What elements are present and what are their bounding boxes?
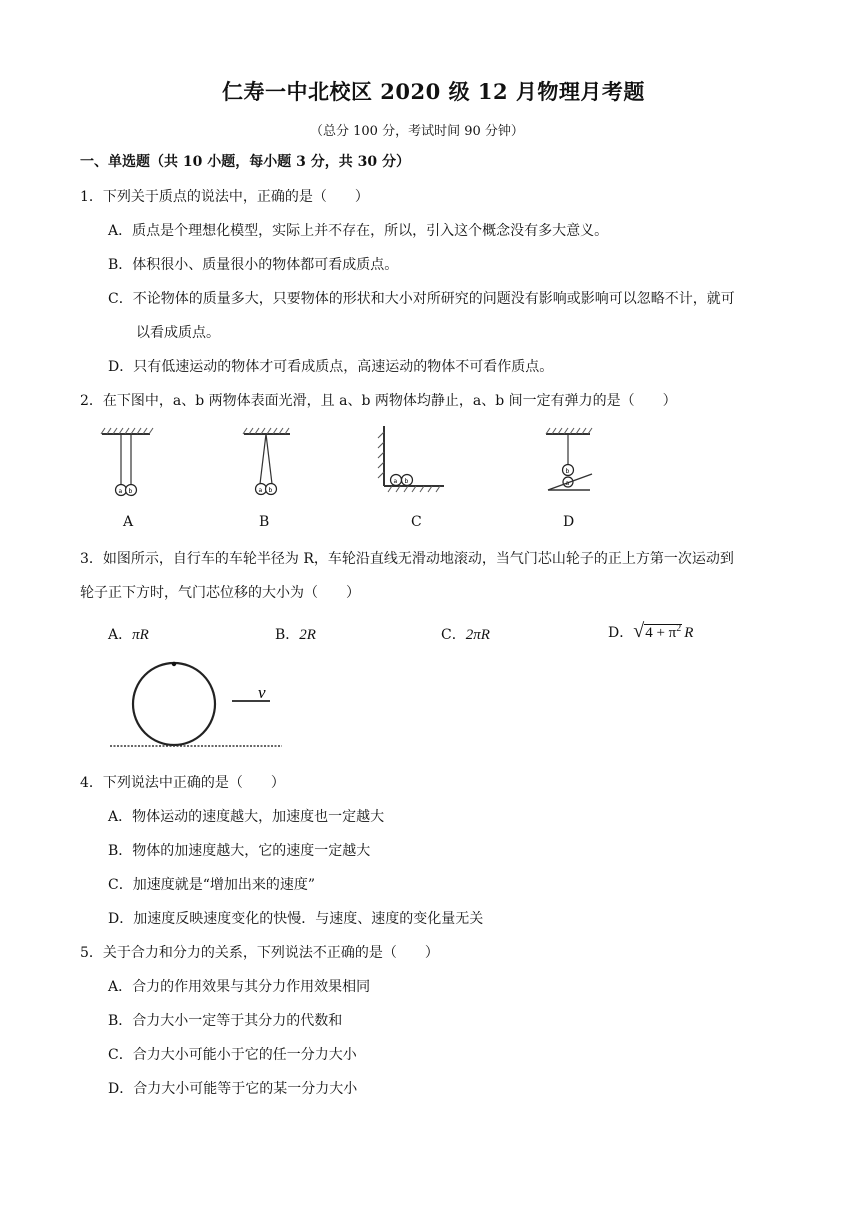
q4-option-d: D．加速度反映速度变化的快慢．与速度、速度的变化量无关	[108, 911, 484, 927]
q2-label-d: D	[563, 514, 575, 530]
q3-option-a-prefix: A．	[108, 627, 133, 643]
ball-label-b: b	[128, 488, 133, 495]
q1-stem: 1．下列关于质点的说法中，正确的是（ ）	[80, 189, 369, 205]
q5-stem: 5．关于合力和分力的关系，下列说法不正确的是（ ）	[80, 945, 439, 961]
ball-label-b: b	[404, 478, 409, 485]
q2-label-a: A	[123, 514, 134, 530]
q3-stem-continued: 轮子正下方时，气门芯位移的大小为（ ）	[80, 585, 360, 601]
q1-option-a: A．质点是个理想化模型，实际上并不存在，所以，引入这个概念没有多大意义。	[108, 223, 609, 239]
sqrt-sign-icon: √	[633, 620, 645, 642]
q2-figure-b	[240, 428, 300, 503]
q3-option-d	[608, 620, 693, 643]
q4-option-c: C．加速度就是“增加出来的速度”	[108, 877, 316, 893]
ball-label-a: a	[258, 487, 263, 494]
q3-option-c-prefix: C．	[441, 627, 466, 643]
q5-option-c: C．合力大小可能小于它的任一分力大小	[108, 1047, 357, 1063]
q1-option-b: B．体积很小、质量很小的物体都可看成质点。	[108, 257, 399, 273]
q5-option-b: B．合力大小一定等于其分力的代数和	[108, 1013, 343, 1029]
section-heading: 一、单选题（共 10 小题，每小题 3 分，共 30 分）	[80, 154, 410, 170]
ball-label-a: a	[118, 488, 123, 495]
q3-option-b	[275, 624, 316, 644]
ball-label-b: b	[565, 468, 570, 475]
q3-option-c	[441, 624, 490, 644]
q2-figure-d	[540, 428, 610, 498]
q2-label-c: C	[411, 514, 422, 530]
q3-option-d-radicand: $4 + \pi^2$	[645, 623, 682, 641]
ball-label-a: a	[565, 480, 570, 487]
q1-option-c-continued: 以看成质点。	[136, 325, 220, 341]
q3-option-c-math: 2πR	[465, 627, 490, 643]
q2-figure-c	[376, 424, 456, 494]
q5-option-d: D．合力大小可能等于它的某一分力大小	[108, 1081, 358, 1097]
q4-option-b: B．物体的加速度越大，它的速度一定越大	[108, 843, 371, 859]
q4-stem: 4．下列说法中正确的是（ ）	[80, 775, 285, 791]
q2-figure-a	[100, 428, 160, 503]
q5-option-a: A．合力的作用效果与其分力作用效果相同	[108, 979, 371, 995]
q3-wheel-figure	[110, 660, 290, 752]
ball-label-b: b	[268, 487, 273, 494]
velocity-label: v	[258, 683, 266, 702]
page-title: 仁寿一中北校区 2020 级 12 月物理月考题	[222, 79, 645, 104]
q1-option-d: D．只有低速运动的物体才可看成质点，高速运动的物体不可看作质点。	[108, 359, 554, 375]
q1-option-c: C．不论物体的质量多大，只要物体的形状和大小对所研究的问题没有影响或影响可以忽略不计，就可	[108, 291, 735, 307]
q3-option-a	[108, 624, 149, 644]
ball-label-a: a	[393, 478, 398, 485]
q4-option-a: A．物体运动的速度越大，加速度也一定越大	[108, 809, 385, 825]
q3-option-d-exponent: 2	[676, 623, 682, 634]
q3-option-d-prefix: D．	[608, 625, 634, 641]
page-subtitle: （总分 100 分，考试时间 90 分钟）	[310, 124, 524, 139]
q3-option-b-prefix: B．	[275, 627, 300, 643]
q3-option-b-math: 2R	[299, 627, 316, 643]
q3-option-d-suffix: R	[684, 625, 694, 641]
q3-option-a-math: πR	[132, 627, 149, 643]
q3-stem: 3．如图所示，自行车的车轮半径为 R，车轮沿直线无滑动地滚动，当气门芯山轮子的正上方第一次运动到	[80, 551, 734, 567]
q2-stem: 2．在下图中，a、b 两物体表面光滑，且 a、b 两物体均静止，a、b 间一定有弹力的是（ ）	[80, 393, 677, 409]
q2-label-b: B	[259, 514, 270, 530]
